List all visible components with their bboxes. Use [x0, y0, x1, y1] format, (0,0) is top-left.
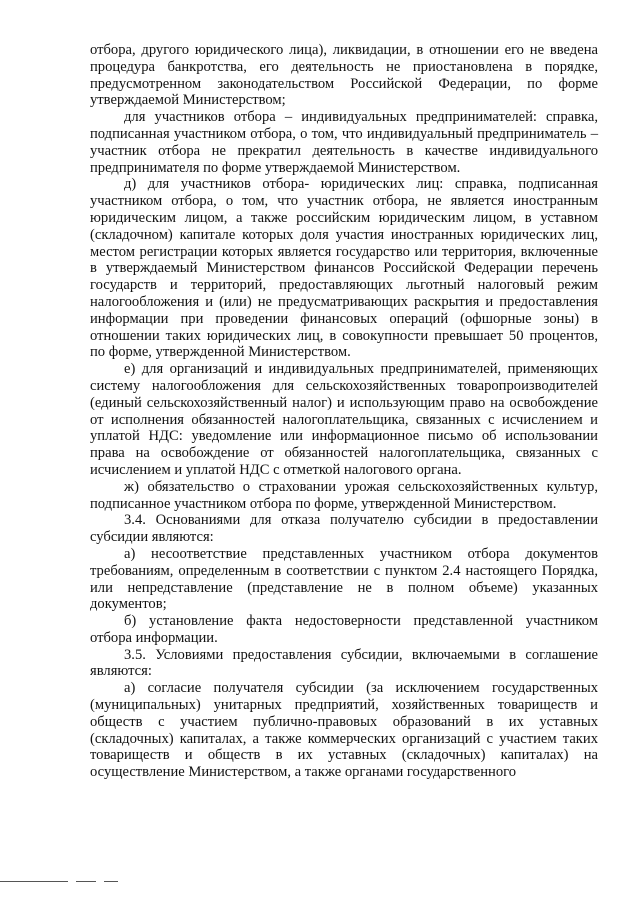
- paragraph-3-4-b: б) установление факта недостоверности представленной участником отбора информации.: [90, 613, 598, 646]
- document-body: [90, 42, 598, 781]
- paragraph-3-4-refusal-grounds: 3.4. Основаниями для отказа получателю субсидии в предоставлении субсидии являются:: [90, 512, 598, 546]
- paragraph-3-5-conditions: 3.5. Условиями предоставления субсидии, включаемыми в соглашение являются:: [90, 646, 598, 680]
- paragraph-continuation: отбора, другого юридического лица), ликвидации, в отношении его не введена процедура банкротства, его деятельность не приостановлена в порядке, предусмотренном законодательством Российской Федерации, по форме утверждаемой Министерством;: [90, 42, 598, 109]
- footer-rule: [76, 881, 96, 883]
- paragraph-3-5-a: а) согласие получателя субсидии (за исключением государственных (муниципальных) унитарных предприятий, хозяйственных товариществ и обществ с участием публично-правовых образований в их уставных (складочных) капиталах, а также коммерческих организаций с участием таких товариществ и обществ в их уставных (складочных) капиталах) на осуществление Министерством, а также органами государственного: [90, 680, 598, 781]
- paragraph-3-4-a: а) несоответствие представленных участником отбора документов требованиям, определенным в соответствии с пунктом 2.4 настоящего Порядка, или непредставление (представление не в полном объеме) указанных документов;: [90, 545, 598, 613]
- paragraph-individual-entrepreneurs: для участников отбора – индивидуальных предпринимателей: справка, подписанная участником отбора, о том, что индивидуальный предприниматель – участник отбора не прекратил деятельность в качестве индивидуального предпринимателя по форме утверждаемой Министерством.: [90, 109, 598, 176]
- footer-rule: [104, 881, 118, 883]
- footer-rule: [0, 881, 68, 883]
- paragraph-d-legal-entities: д) для участников отбора- юридических лиц: справка, подписанная участником отбора, о том, что участник отбора, не является иностранным юридическим лицом, а также российским юридическим лицом, в уставном (складочном) капитале которых доля участия иностранных юридических лиц, местом регистрации которых является государство или территория, включенные в утверждаемый Министерством финансов Российской Федерации перечень государств и территорий, предоставляющих льготный налоговый режим налогообложения и (или) не предусматривающих раскрытия и предоставления информации при проведении финансовых операций (офшорные зоны) в отношении таких юридических лиц, в совокупности превышает 50 процентов, по форме, утвержденной Министерством.: [90, 176, 598, 361]
- paragraph-zh-insurance: ж) обязательство о страховании урожая сельскохозяйственных культур, подписанное участником отбора по форме, утвержденной Министерством.: [90, 478, 598, 512]
- paragraph-e-tax-system: е) для организаций и индивидуальных предпринимателей, применяющих систему налогообложения для сельскохозяйственных товаропроизводителей (единый сельскохозяйственный налог) и использующим право на освобождение от исполнения обязанностей налогоплательщика, связанных с исчислением и уплатой НДС: уведомление или информационное письмо об использовании права на освобождение от обязанностей налогоплательщика, связанных с исчислением и уплатой НДС с отметкой налогового органа.: [90, 361, 598, 478]
